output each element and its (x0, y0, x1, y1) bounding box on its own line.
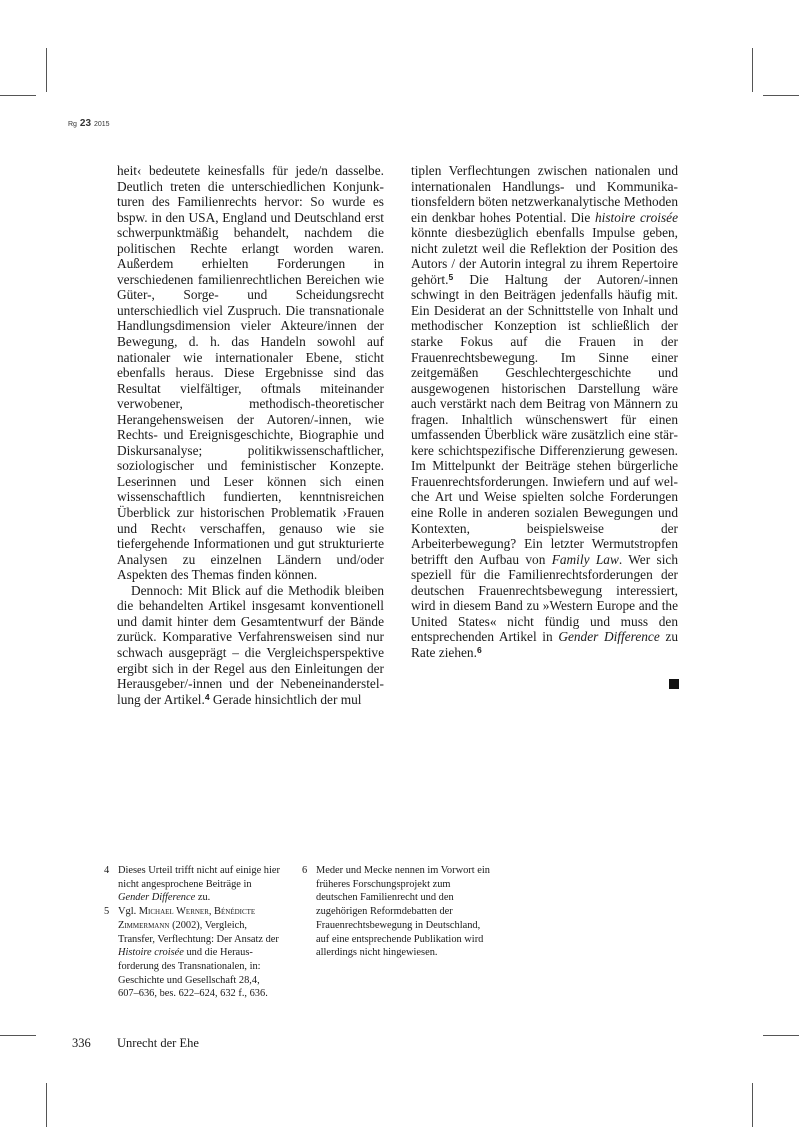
page-number: 336 (72, 1036, 91, 1050)
footnote-text: (2002), Vergleich, Transfer, Verflechtung: Der Ansatz der (118, 919, 279, 945)
journal-abbrev: Rg (68, 121, 77, 128)
footnote (104, 905, 282, 1001)
emphasis: Gender Difference (118, 892, 196, 904)
running-head (68, 118, 110, 129)
paragraph-text: Die Haltung der Autoren/-innen schwingt in den Beiträgen jedenfalls häufig mit. Ein Desiderat an der Schnittstelle von Inhalt und methodischer Konzeption ist schließlich der starke Fokus auf die Frauen in der Frauenrechtsbewegung. Im Sinne einer zeitgemäßen Geschlechtergeschichte und ausgewogenen historischen Darstellung wäre auch verstärkt nach dem Beitrag von Männern zu fragen. Inhaltlich wünschenswert für einen umfassenden Überblick wäre zusätzlich eine stärkere schichtspezifische Differenzierung gewesen. Im Mittelpunkt der Beiträge stehen bürgerliche Frauenrechtsforderungen. Inwiefern und auf welche Art und Weise spielten solche Forderungen eine Rolle in anderen sozialen Bewegungen und Kontexten, beispielsweise der Arbeiterbewegung? Ein letzter Wermutstropfen betrifft den Aufbau von (411, 271, 678, 567)
emphasis: Family Law (551, 551, 619, 567)
footnotes-left (104, 864, 282, 1001)
footnote-ref: 4 (204, 691, 210, 702)
paragraph-text: zu Rate ziehen. (411, 629, 678, 660)
paragraph: heit‹ bedeutete keinesfalls für jede/n dasselbe. Deutlich treten die unterschiedlichen Konjunkturen des Familienrechts hervor: So wurde es bspw. in den USA, England und Deutschland erst schwerpunktmäßig behandelt, nachdem die politischen Rechte erlangt worden waren. Außerdem erhielten Forderungen in verschiedenen familienrechtlichen Bereichen wie Güter-, Sorge- und Scheidungsrecht unterschiedlich viel Zuspruch. Die transnationale Handlungsdimension vieler Akteure/innen der Bewegung, d. h. das Handeln sowohl auf nationaler wie internationaler Ebene, sticht ebenfalls heraus. Diese Ergebnisse sind das Resultat vielfältiger, oftmals miteinander verwobener, methodisch-theoretischer Herangehensweisen der Autoren/-innen, wie Rechts- und Ereignisgeschichte, Biographie und Diskursanalyse; politikwissenschaftlicher, soziologischer und feministischer Konzepte. Leserinnen und Leser können sich einen wissenschaftlich fundierten, kenntnisreichen Überblick zur historischen Problematik ›Frauen und Recht‹ verschaffen, genauso wie sie tiefergehende Informationen und gut strukturierte Analysen zu einzelnen Ländern und/oder Aspekten des Themas finden können. (117, 163, 384, 583)
footnote-text: Vgl. (118, 906, 139, 918)
emphasis: histoire croisée (594, 209, 678, 225)
footnote-ref: 5 (448, 271, 454, 282)
footnote-number: 5 (104, 906, 110, 918)
year: 2015 (93, 121, 110, 128)
footnote-number: 4 (104, 865, 110, 876)
footnote-number: 6 (302, 865, 308, 876)
paragraph-text: tiplen Verflechtungen zwischen nationalen und internationalen Handlungs- und Kommunikationsfeldern böten netzwerkanalytische Methoden ein denkbar hohes Potential. Die (411, 163, 678, 225)
footnotes-right (302, 864, 492, 960)
author-names: Michael Werner, Bénédicte Zimmermann (118, 906, 256, 931)
crop-mark (46, 1083, 47, 1127)
end-of-article-mark (669, 679, 679, 689)
emphasis: Gender Difference (558, 629, 660, 645)
paragraph-text: Gerade hinsichtlich der mul (209, 691, 362, 707)
paragraph (411, 163, 678, 661)
paragraph-text: Dennoch: Mit Blick auf die Methodik bleiben die behandelten Artikel insgesamt konventionell und damit hinter dem Gesamtentwurf der Bände zurück. Komparative Verfahrensweisen sind nur schwach ausgeprägt – die Vergleichsperspektive ergibt sich in der Regel aus den Einleitungen der Herausgeber/-innen und der Nebeneinanderstellung der Artikel. (117, 582, 384, 707)
footnote-text: zu. (195, 892, 211, 904)
paragraph-text: . Wer sich speziell für die Familienrechtsforderungen der deutschen Frauenrechtsbewegung interessiert, wird in diesem Band zu »Western Europe and the United States« nicht fündig und muss den entsprechenden Artikel in (411, 551, 678, 645)
crop-mark (0, 95, 36, 96)
text-column-right (411, 163, 678, 661)
footnote (104, 864, 282, 905)
footnote-ref: 6 (476, 644, 482, 655)
crop-mark (763, 1035, 799, 1036)
crop-mark (752, 48, 753, 92)
text-column-left (117, 163, 384, 707)
crop-mark (763, 95, 799, 96)
crop-mark (46, 48, 47, 92)
footnote-text: und die Herausforderung des Transnationalen, in: Geschichte und Gesellschaft 28,4, 607–636, bes. 622–624, 632 f., 636. (118, 947, 268, 1000)
crop-mark (752, 1083, 753, 1127)
footnote-text: Dieses Urteil trifft nicht auf einige hier nicht angesprochene Beiträge in (118, 865, 280, 890)
crop-mark (0, 1035, 36, 1036)
volume-number: 23 (79, 118, 92, 129)
emphasis: Histoire croisée (118, 947, 184, 959)
running-footer-title: Unrecht der Ehe (117, 1036, 199, 1050)
paragraph (117, 583, 384, 707)
footnote (302, 864, 492, 960)
paragraph-text: könnte diesbezüglich ebenfalls Impulse geben, nicht zuletzt weil die Reflektion der Position des Autors / der Autorin integral zu ihrem Repertoire gehört. (411, 225, 678, 287)
footnote-text: Meder und Mecke nennen im Vorwort ein früheres Forschungsprojekt zum deutschen Familienrecht und den zugehörigen Reformdebatten der Frauenrechtsbewegung in Deutschland, auf eine entsprechende Publikation wird allerdings nicht hingewiesen. (316, 865, 490, 959)
